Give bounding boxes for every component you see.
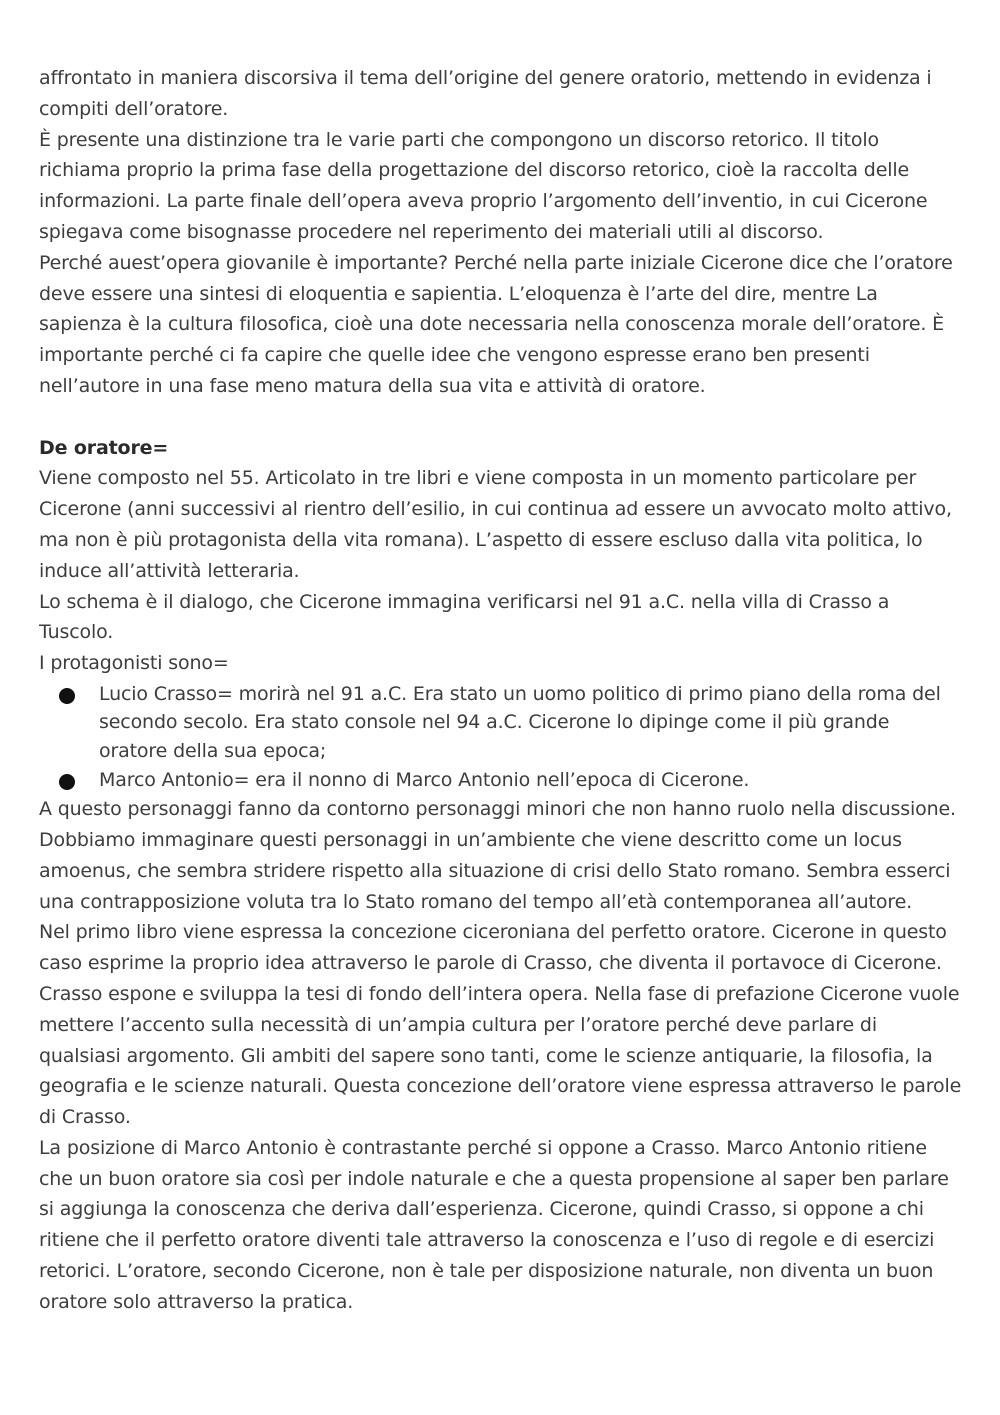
document-page [39, 63, 963, 1318]
blank-line [39, 402, 963, 433]
after-paragraph-3: Nel primo libro viene espressa la concezione ciceroniana del perfetto oratore. Cicerone in questo caso esprime la proprio idea attraverso le parole di Crasso, che diventa il portavoce di Cicerone. Crasso espone e sviluppa la tesi di fondo dell’intera opera. Nella fase di prefazione Cicerone vuole mettere l’accento sulla necessità di un’ampia cultura per l’oratore perché deve parlare di qualsiasi argomento. Gli ambiti del sapere sono tanti, come le scienze antiquarie, la filosofia, la geografia e le scienze naturali. Questa concezione dell’oratore viene espressa attraverso le parole di Crasso. [39, 921, 962, 1129]
intro-paragraph-3: Perché auest’opera giovanile è importante? Perché nella parte iniziale Cicerone dice che l’oratore deve essere una sintesi di eloquentia e sapientia. L’eloquenza è l’arte del dire, mentre La sapienza è la cultura filosofica, cioè una dote necessaria nella conoscenza morale dell’oratore. È importante perché ci fa capire che quelle idee che vengono espresse erano ben presenti nell’autore in una fase meno matura della sua vita e attività di oratore. [39, 251, 953, 397]
section-heading: De oratore= [39, 436, 169, 459]
protagonists-list [39, 680, 963, 794]
section-paragraph-1: Viene composto nel 55. Articolato in tre libri e viene composta in un momento particolare per Cicerone (anni successivi al rientro dell’esilio, in cui continua ad essere un avvocato molto attivo, ma non è più protagonista della vita romana). L’aspetto di essere escluso dalla vita politica, lo induce all’attività letteraria. [39, 467, 952, 582]
list-item [39, 766, 963, 794]
bullet-icon [59, 688, 75, 704]
after-paragraph-2: Dobbiamo immaginare questi personaggi in un’ambiente che viene descritto come un locus amoenus, che sembra stridere rispetto alla situazione di crisi dello Stato romano. Sembra esserci una contrapposizione voluta tra lo Stato romano del tempo all’età contemporanea all’autore. [39, 828, 951, 913]
intro-paragraph-1: affrontato in maniera discorsiva il tema dell’origine del genere oratorio, mettendo in evidenza i compiti dell’oratore. [39, 67, 932, 120]
after-paragraph-4: La posizione di Marco Antonio è contrastante perché si oppone a Crasso. Marco Antonio ritiene che un buon oratore sia così per indole naturale e che a questa propensione al saper ben parlare si aggiunga la conoscenza che deriva dall’esperienza. Cicerone, quindi Crasso, si oppone a chi ritiene che il perfetto oratore diventi tale attraverso la conoscenza e l’uso di regole e di esercizi retorici. L’oratore, secondo Cicerone, non è tale per disposizione naturale, non diventa un buon oratore solo attraverso la pratica. [39, 1136, 949, 1313]
after-paragraph-1: A questo personaggi fanno da contorno personaggi minori che non hanno ruolo nella discussione. [39, 798, 956, 821]
list-item-text: Marco Antonio= era il nonno di Marco Antonio nell’epoca di Cicerone. [99, 768, 750, 791]
section-paragraph-3: I protagonisti sono= [39, 652, 229, 675]
intro-paragraph-2: È presente una distinzione tra le varie parti che compongono un discorso retorico. Il titolo richiama proprio la prima fase della progettazione del discorso retorico, cioè la raccolta delle informazioni. La parte finale dell’opera aveva proprio l’argomento dell’inventio, in cui Cicerone spiegava come bisognasse procedere nel reperimento dei materiali utili al discorso. [39, 128, 928, 243]
list-item-text: Lucio Crasso= morirà nel 91 a.C. Era stato un uomo politico di primo piano della roma del secondo secolo. Era stato console nel 94 a.C. Cicerone lo dipinge come il più grande oratore della sua epoca; [99, 682, 941, 762]
list-item [39, 680, 963, 765]
bullet-icon [59, 774, 75, 790]
section-paragraph-2: Lo schema è il dialogo, che Cicerone immagina verificarsi nel 91 a.C. nella villa di Crasso a Tuscolo. [39, 590, 890, 644]
